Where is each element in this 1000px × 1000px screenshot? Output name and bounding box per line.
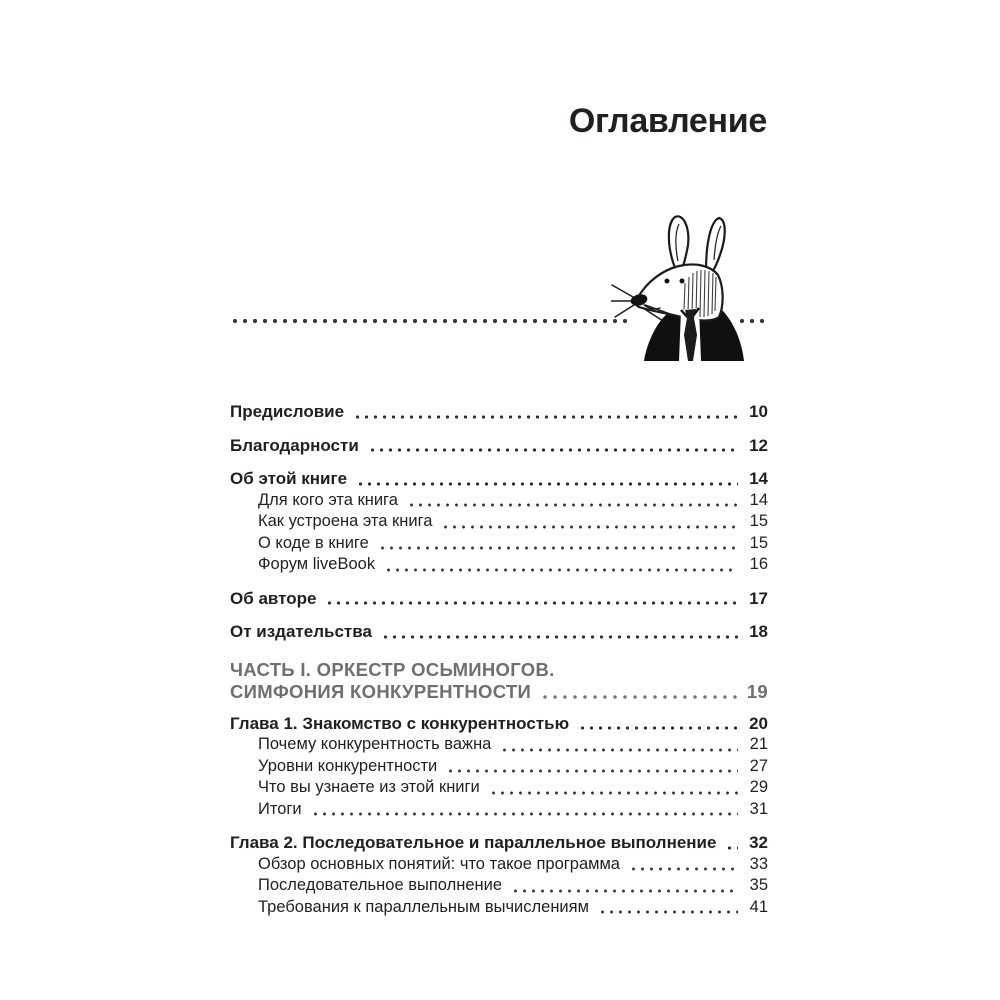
dot-leader xyxy=(356,482,738,486)
toc-list xyxy=(230,401,768,918)
page-number: 41 xyxy=(749,897,768,916)
toc-entry xyxy=(230,401,768,423)
page-number: 18 xyxy=(749,622,768,641)
dot-leader xyxy=(441,525,738,529)
entry-label: СИМФОНИЯ КОНКУРЕНТНОСТИ xyxy=(230,681,532,702)
toc-entry xyxy=(230,621,768,643)
page-number: 19 xyxy=(746,681,768,702)
dot-leader xyxy=(629,867,738,871)
toc-entry xyxy=(230,832,768,854)
dot-leader xyxy=(489,791,738,795)
dot-leader xyxy=(446,769,738,773)
entry-label: О коде в книге xyxy=(258,533,369,552)
entry-label: Как устроена эта книга xyxy=(258,512,433,530)
page-number: 14 xyxy=(749,469,768,488)
toc-entry xyxy=(230,554,768,576)
dot-leader xyxy=(378,546,738,550)
toc-entry xyxy=(230,588,768,610)
page-number: 14 xyxy=(749,490,768,509)
page-number: 15 xyxy=(749,512,768,530)
toc-entry xyxy=(230,435,768,457)
toc-entry xyxy=(230,734,768,756)
entry-label: Итоги xyxy=(258,799,302,818)
entry-label: От издательства xyxy=(230,622,372,641)
dot-leader xyxy=(407,503,738,507)
page-number: 35 xyxy=(749,876,768,894)
toc-entry xyxy=(230,533,768,555)
dot-leader xyxy=(353,415,738,419)
entry-label: Форум liveBook xyxy=(258,555,376,573)
page-number: 20 xyxy=(749,713,768,733)
dot-leader xyxy=(511,889,738,893)
toc-entry xyxy=(230,897,768,919)
entry-label: Что вы узнаете из этой книги xyxy=(258,778,480,796)
page-number: 10 xyxy=(749,402,768,421)
toc-entry xyxy=(230,713,768,735)
entry-label: Требования к параллельным вычислениям xyxy=(258,897,589,916)
page-number: 31 xyxy=(749,799,768,818)
dot-leader xyxy=(368,448,738,452)
toc-entry xyxy=(230,511,768,533)
toc-part-heading xyxy=(230,659,768,704)
toc-entry xyxy=(230,875,768,897)
page-number: 33 xyxy=(749,854,768,873)
page-number: 21 xyxy=(749,735,768,753)
page-number: 12 xyxy=(749,435,768,455)
dot-leader xyxy=(540,695,738,699)
dot-leader xyxy=(311,812,738,816)
toc-entry xyxy=(230,799,768,821)
part-title-line1: ЧАСТЬ I. ОРКЕСТР ОСЬМИНОГОВ. xyxy=(230,658,555,680)
entry-label: Об авторе xyxy=(230,588,317,608)
dot-leader xyxy=(381,635,738,639)
dot-leader xyxy=(578,726,738,730)
dot-leader xyxy=(725,846,738,850)
part-title-line2 xyxy=(230,681,768,704)
eye-right xyxy=(680,279,685,284)
dot-leader xyxy=(500,748,738,752)
page-number: 32 xyxy=(749,833,768,852)
dot-leader xyxy=(384,568,738,572)
entry-label: Уровни конкурентности xyxy=(258,756,438,775)
dot-leader xyxy=(325,601,738,605)
entry-label: Благодарности xyxy=(230,435,359,455)
dot-leader xyxy=(598,910,738,914)
dotted-divider-left xyxy=(230,318,630,324)
page-number: 27 xyxy=(749,756,768,775)
entry-label: Глава 2. Последовательное и параллельное выполнение xyxy=(230,833,717,852)
toc-entry xyxy=(230,468,768,490)
entry-label: Почему конкурентность важна xyxy=(258,735,492,753)
toc-entry xyxy=(230,490,768,512)
entry-label: Глава 1. Знакомство с конкурентностью xyxy=(230,713,570,733)
page-number: 15 xyxy=(749,533,768,552)
entry-label: Об этой книге xyxy=(230,469,348,488)
entry-label: Для кого эта книга xyxy=(258,490,398,509)
entry-label: Предисловие xyxy=(230,402,345,421)
entry-label: Последовательное выполнение xyxy=(258,876,502,894)
page-title: Оглавление xyxy=(568,102,767,140)
page-number: 17 xyxy=(749,588,768,608)
toc-entry xyxy=(230,756,768,778)
entry-label: Обзор основных понятий: что такое программа xyxy=(258,854,620,873)
mouse-in-suit-illustration xyxy=(611,211,771,363)
eye-left xyxy=(665,279,670,284)
page-number: 29 xyxy=(749,778,768,796)
page-number: 16 xyxy=(749,555,768,573)
toc-entry xyxy=(230,854,768,876)
toc-entry xyxy=(230,777,768,799)
